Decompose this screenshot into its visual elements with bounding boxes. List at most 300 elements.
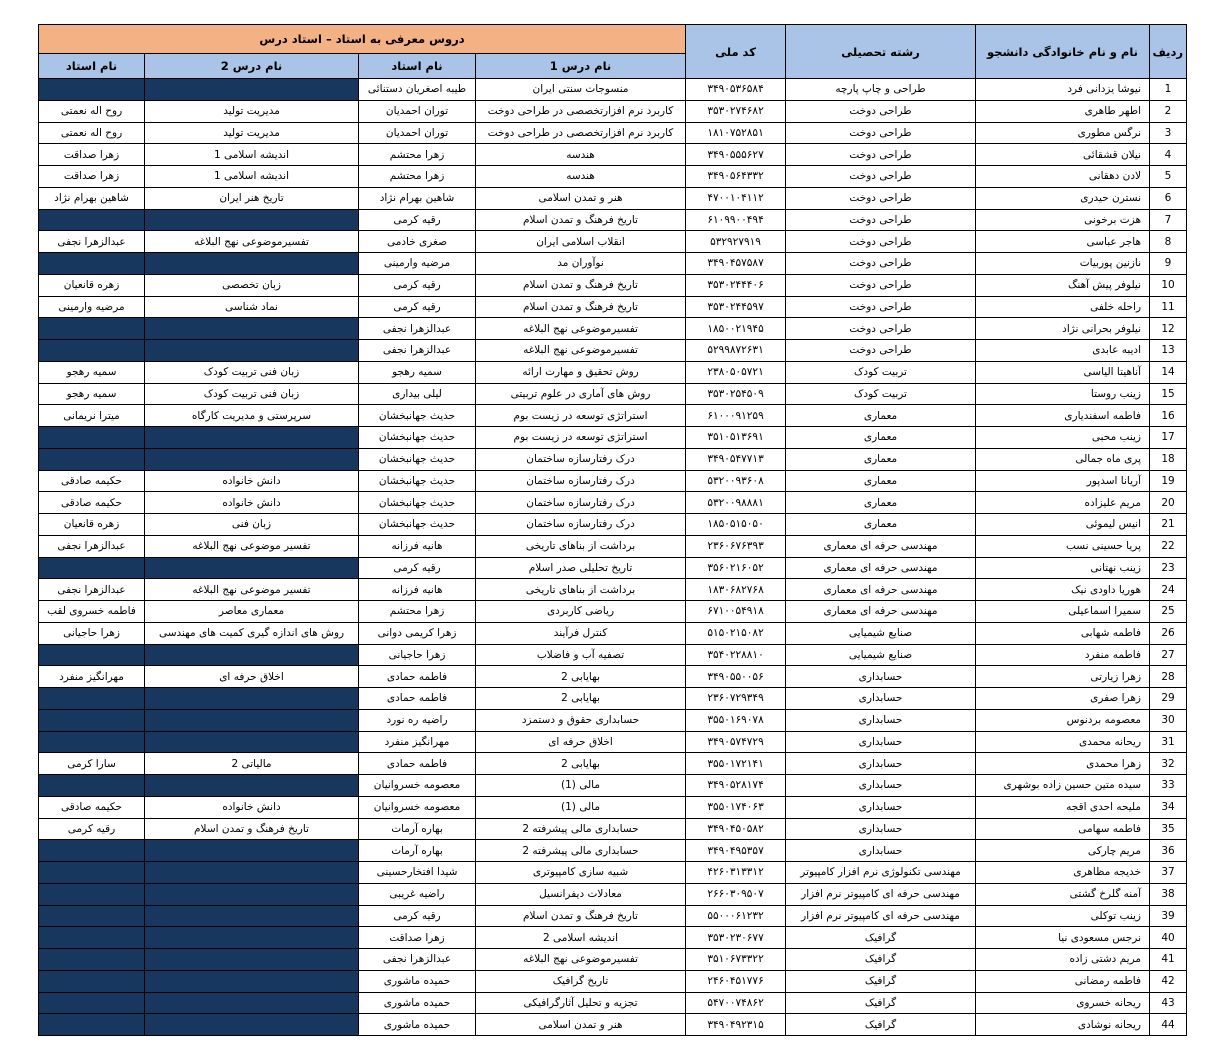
student-name-cell: فاطمه شهابی — [976, 622, 1150, 644]
teacher-1-cell: شاهین بهرام نژاد — [359, 187, 476, 209]
course-1-cell: تصفیه آب و فاضلاب — [476, 644, 686, 666]
student-name-cell: نیلوفر پیش آهنگ — [976, 274, 1150, 296]
national-id-cell: ۳۴۹۰۵۴۷۷۱۳ — [686, 448, 786, 470]
student-name-cell: ادیبه عابدی — [976, 340, 1150, 362]
student-name-cell: نیلان قشقائی — [976, 144, 1150, 166]
row-number-cell: 25 — [1150, 601, 1187, 623]
teacher-1-cell: رقیه کرمی — [359, 905, 476, 927]
teacher-2-cell — [39, 840, 145, 862]
teacher-2-cell — [39, 731, 145, 753]
national-id-cell: ۱۸۳۰۶۸۲۷۶۸ — [686, 579, 786, 601]
course-2-cell — [145, 688, 359, 710]
field-of-study-cell: طراحی و چاپ پارچه — [786, 79, 976, 101]
course-1-cell: معادلات دیفرانسیل — [476, 883, 686, 905]
field-of-study-cell: مهندسی حرفه ای کامپیوتر نرم افزار — [786, 905, 976, 927]
row-number-cell: 24 — [1150, 579, 1187, 601]
national-id-cell: ۶۱۰۹۹۰۰۴۹۴ — [686, 209, 786, 231]
national-id-cell: ۵۳۲۹۲۷۹۱۹ — [686, 231, 786, 253]
course-2-cell — [145, 318, 359, 340]
course-1-cell: تفسیرموضوعی نهج البلاغه — [476, 340, 686, 362]
teacher-1-cell: حمیده ماشوری — [359, 992, 476, 1014]
national-id-cell: ۱۸۵۰۰۲۱۹۴۵ — [686, 318, 786, 340]
row-number-cell: 17 — [1150, 427, 1187, 449]
row-number-cell: 19 — [1150, 470, 1187, 492]
course-2-cell — [145, 905, 359, 927]
teacher-2-cell — [39, 79, 145, 101]
student-name-cell: زینب روستا — [976, 383, 1150, 405]
course-1-cell: تفسیرموضوعی نهج البلاغه — [476, 318, 686, 340]
teacher-2-cell: عبدالزهرا نجفی — [39, 535, 145, 557]
course-1-cell: برداشت از بناهای تاریخی — [476, 579, 686, 601]
course-2-cell — [145, 731, 359, 753]
course-2-cell: زبان فنی تربیت کودک — [145, 361, 359, 383]
teacher-2-cell: فاطمه خسروی لقب — [39, 601, 145, 623]
course-2-cell: مدیریت تولید — [145, 122, 359, 144]
national-id-cell: ۵۳۲۰۰۹۳۶۰۸ — [686, 470, 786, 492]
teacher-2-cell: حکیمه صادقی — [39, 492, 145, 514]
teacher-2-cell — [39, 448, 145, 470]
table-row — [39, 775, 1187, 797]
national-id-cell: ۵۵۰۰۰۶۱۲۳۲ — [686, 905, 786, 927]
field-of-study-cell: حسابداری — [786, 840, 976, 862]
course-2-cell — [145, 340, 359, 362]
field-of-study-cell: طراحی دوخت — [786, 253, 976, 275]
field-of-study-cell: گرافیک — [786, 992, 976, 1014]
national-id-cell: ۳۴۹۰۴۹۲۳۱۵ — [686, 1014, 786, 1036]
course-1-cell: تاریخ فرهنگ و تمدن اسلام — [476, 209, 686, 231]
row-number-cell: 5 — [1150, 166, 1187, 188]
field-of-study-cell: صنایع شیمیایی — [786, 644, 976, 666]
field-of-study-cell: مهندسی حرفه ای کامپیوتر نرم افزار — [786, 883, 976, 905]
student-name-cell: زینب محبی — [976, 427, 1150, 449]
teacher-1-cell: توران احمدیان — [359, 122, 476, 144]
teacher-1-cell: مهرانگیز منفرد — [359, 731, 476, 753]
teacher-1-cell: مرضیه وارمینی — [359, 253, 476, 275]
course-2-cell: زبان فنی — [145, 514, 359, 536]
student-course-table — [38, 24, 1187, 1036]
national-id-cell: ۴۲۶۰۳۱۳۳۱۲ — [686, 862, 786, 884]
student-name-cell: لادن دهقانی — [976, 166, 1150, 188]
field-of-study-cell: حسابداری — [786, 731, 976, 753]
course-2-cell — [145, 970, 359, 992]
student-name-cell: مریم دشتی زاده — [976, 949, 1150, 971]
table-row — [39, 644, 1187, 666]
teacher-2-cell — [39, 709, 145, 731]
teacher-1-cell: توران احمدیان — [359, 100, 476, 122]
row-number-cell: 30 — [1150, 709, 1187, 731]
field-of-study-cell: حسابداری — [786, 775, 976, 797]
table-row — [39, 579, 1187, 601]
table-row — [39, 427, 1187, 449]
teacher-1-cell: حمیده ماشوری — [359, 1014, 476, 1036]
national-id-cell: ۵۲۹۹۸۷۲۶۳۱ — [686, 340, 786, 362]
course-1-cell: روش تحقیق و مهارت ارائه — [476, 361, 686, 383]
teacher-1-cell: راضیه غریبی — [359, 883, 476, 905]
row-number-cell: 2 — [1150, 100, 1187, 122]
course-1-cell: بهایابی 2 — [476, 666, 686, 688]
field-of-study-cell: طراحی دوخت — [786, 166, 976, 188]
row-number-cell: 10 — [1150, 274, 1187, 296]
teacher-1-cell: هانیه فرزانه — [359, 535, 476, 557]
student-name-cell: آریانا اسدپور — [976, 470, 1150, 492]
row-number-cell: 22 — [1150, 535, 1187, 557]
course-1-cell: نوآوران مد — [476, 253, 686, 275]
field-of-study-cell: معماری — [786, 405, 976, 427]
course-1-cell: ریاضی کاربردی — [476, 601, 686, 623]
course-1-cell: تاریخ فرهنگ و تمدن اسلام — [476, 296, 686, 318]
student-name-cell: مریم چارکی — [976, 840, 1150, 862]
course-2-cell: تفسیر موضوعی نهج البلاغه — [145, 579, 359, 601]
teacher-2-cell: رقیه کرمی — [39, 818, 145, 840]
national-id-cell: ۳۵۱۰۵۱۳۶۹۱ — [686, 427, 786, 449]
student-name-cell: مریم علیزاده — [976, 492, 1150, 514]
teacher-1-cell: حدیث جهانبخشان — [359, 405, 476, 427]
table-row — [39, 905, 1187, 927]
student-name-cell: سمیرا اسماعیلی — [976, 601, 1150, 623]
table-row — [39, 753, 1187, 775]
table-row — [39, 253, 1187, 275]
teacher-2-cell: عبدالزهرا نجفی — [39, 579, 145, 601]
student-name-cell: معصومه بردنوس — [976, 709, 1150, 731]
field-of-study-cell: حسابداری — [786, 709, 976, 731]
course-1-cell: تفسیرموضوعی نهج البلاغه — [476, 949, 686, 971]
course-2-cell: اندیشه اسلامی 1 — [145, 144, 359, 166]
course-1-cell: بهایابی 2 — [476, 753, 686, 775]
course-1-cell: هندسه — [476, 144, 686, 166]
teacher-1-cell: لیلی بیداری — [359, 383, 476, 405]
row-number-cell: 6 — [1150, 187, 1187, 209]
course-2-cell: اخلاق حرفه ای — [145, 666, 359, 688]
course-2-cell — [145, 1014, 359, 1036]
national-id-cell: ۳۵۳۰۲۳۰۶۷۷ — [686, 927, 786, 949]
row-number-cell: 44 — [1150, 1014, 1187, 1036]
teacher-1-cell: حدیث جهانبخشان — [359, 470, 476, 492]
course-2-cell — [145, 927, 359, 949]
table-row — [39, 1014, 1187, 1036]
student-name-cell: هاجر عباسی — [976, 231, 1150, 253]
teacher-2-cell — [39, 318, 145, 340]
table-row — [39, 100, 1187, 122]
course-2-cell: مدیریت تولید — [145, 100, 359, 122]
table-row — [39, 296, 1187, 318]
row-number-cell: 39 — [1150, 905, 1187, 927]
national-id-cell: ۳۴۹۰۵۷۴۷۲۹ — [686, 731, 786, 753]
course-2-cell: نماد شناسی — [145, 296, 359, 318]
course-1-cell: درک رفتارسازه ساختمان — [476, 492, 686, 514]
table-row — [39, 535, 1187, 557]
course-1-cell: تاریخ تحلیلی صدر اسلام — [476, 557, 686, 579]
student-name-cell: ملیحه احدی اقجه — [976, 796, 1150, 818]
teacher-1-cell: فاطمه حمادی — [359, 666, 476, 688]
field-of-study-cell: معماری — [786, 492, 976, 514]
course-2-cell — [145, 883, 359, 905]
teacher-1-cell: زهرا محتشم — [359, 166, 476, 188]
course-2-cell — [145, 427, 359, 449]
national-id-cell: ۶۷۱۰۰۵۴۹۱۸ — [686, 601, 786, 623]
teacher-1-cell: فاطمه حمادی — [359, 688, 476, 710]
course-2-cell: تاریخ فرهنگ و تمدن اسلام — [145, 818, 359, 840]
teacher-2-cell: سارا کرمی — [39, 753, 145, 775]
course-2-cell — [145, 557, 359, 579]
header-row-number: ردیف — [1150, 25, 1187, 79]
teacher-2-cell — [39, 775, 145, 797]
table-row — [39, 166, 1187, 188]
student-name-cell: آناهیتا الیاسی — [976, 361, 1150, 383]
table-row — [39, 688, 1187, 710]
student-name-cell: فاطمه اسفندیاری — [976, 405, 1150, 427]
student-name-cell: هوریا داودی نیک — [976, 579, 1150, 601]
teacher-1-cell: حمیده ماشوری — [359, 970, 476, 992]
teacher-1-cell: فاطمه حمادی — [359, 753, 476, 775]
teacher-1-cell: زهرا کریمی دوانی — [359, 622, 476, 644]
national-id-cell: ۳۴۹۰۵۲۸۱۷۴ — [686, 775, 786, 797]
teacher-1-cell: زهرا صداقت — [359, 927, 476, 949]
table-row — [39, 405, 1187, 427]
course-2-cell — [145, 949, 359, 971]
table-row — [39, 970, 1187, 992]
teacher-2-cell: مهرانگیز منفرد — [39, 666, 145, 688]
national-id-cell: ۳۴۹۰۴۵۰۵۸۲ — [686, 818, 786, 840]
teacher-2-cell: روح اله نعمتی — [39, 122, 145, 144]
student-name-cell: آمنه گلرخ گشتی — [976, 883, 1150, 905]
row-number-cell: 35 — [1150, 818, 1187, 840]
teacher-2-cell — [39, 949, 145, 971]
national-id-cell: ۳۵۵۰۱۷۲۱۴۱ — [686, 753, 786, 775]
teacher-2-cell: سمیه رهجو — [39, 361, 145, 383]
teacher-2-cell — [39, 557, 145, 579]
table-row — [39, 361, 1187, 383]
course-1-cell: درک رفتارسازه ساختمان — [476, 448, 686, 470]
row-number-cell: 23 — [1150, 557, 1187, 579]
table-row — [39, 927, 1187, 949]
course-2-cell: مالیاتی 2 — [145, 753, 359, 775]
national-id-cell: ۴۷۰۰۱۰۴۱۱۲ — [686, 187, 786, 209]
course-1-cell: استراتژی توسعه در زیست بوم — [476, 427, 686, 449]
teacher-1-cell: عبدالزهرا نجفی — [359, 318, 476, 340]
field-of-study-cell: معماری — [786, 427, 976, 449]
course-2-cell: دانش خانواده — [145, 470, 359, 492]
course-2-cell — [145, 840, 359, 862]
table-row — [39, 514, 1187, 536]
national-id-cell: ۲۶۶۰۳۰۹۵۰۷ — [686, 883, 786, 905]
course-1-cell: استراتژی توسعه در زیست بوم — [476, 405, 686, 427]
teacher-1-cell: بهاره آرمات — [359, 840, 476, 862]
student-name-cell: فاطمه منفرد — [976, 644, 1150, 666]
course-1-cell: برداشت از بناهای تاریخی — [476, 535, 686, 557]
student-name-cell: ریحانه خسروی — [976, 992, 1150, 1014]
row-number-cell: 11 — [1150, 296, 1187, 318]
row-number-cell: 26 — [1150, 622, 1187, 644]
course-2-cell — [145, 644, 359, 666]
field-of-study-cell: مهندسی حرفه ای معماری — [786, 557, 976, 579]
field-of-study-cell: مهندسی تکنولوژی نرم افزار کامپیوتر — [786, 862, 976, 884]
course-1-cell: کنترل فرآیند — [476, 622, 686, 644]
national-id-cell: ۲۳۶۰۶۷۶۳۹۳ — [686, 535, 786, 557]
student-name-cell: زهرا زیارتی — [976, 666, 1150, 688]
course-1-cell: تاریخ فرهنگ و تمدن اسلام — [476, 905, 686, 927]
student-name-cell: سیده متین حسین زاده بوشهری — [976, 775, 1150, 797]
teacher-2-cell: زهره قانعیان — [39, 274, 145, 296]
national-id-cell: ۳۴۹۰۴۵۷۵۸۷ — [686, 253, 786, 275]
row-number-cell: 13 — [1150, 340, 1187, 362]
student-name-cell: پریا حسینی نسب — [976, 535, 1150, 557]
field-of-study-cell: معماری — [786, 514, 976, 536]
course-1-cell: کاربرد نرم افزارتخصصی در طراحی دوخت — [476, 122, 686, 144]
row-number-cell: 15 — [1150, 383, 1187, 405]
row-number-cell: 20 — [1150, 492, 1187, 514]
header-course-1: نام درس 1 — [476, 54, 686, 79]
course-2-cell: زبان فنی تربیت کودک — [145, 383, 359, 405]
course-1-cell: تجزیه و تحلیل آثارگرافیکی — [476, 992, 686, 1014]
teacher-1-cell: سمیه رهجو — [359, 361, 476, 383]
table-row — [39, 666, 1187, 688]
teacher-1-cell: رقیه کرمی — [359, 296, 476, 318]
table-row — [39, 492, 1187, 514]
teacher-1-cell: راضیه ره نورد — [359, 709, 476, 731]
table-row — [39, 601, 1187, 623]
course-2-cell — [145, 862, 359, 884]
teacher-2-cell — [39, 644, 145, 666]
course-2-cell: سرپرستی و مدیریت کارگاه — [145, 405, 359, 427]
table-row — [39, 731, 1187, 753]
field-of-study-cell: حسابداری — [786, 796, 976, 818]
student-course-table-container — [38, 24, 1186, 1036]
national-id-cell: ۳۵۳۰۲۴۴۵۹۷ — [686, 296, 786, 318]
row-number-cell: 28 — [1150, 666, 1187, 688]
teacher-2-cell: سمیه رهجو — [39, 383, 145, 405]
field-of-study-cell: طراحی دوخت — [786, 296, 976, 318]
student-name-cell: اطهر طاهری — [976, 100, 1150, 122]
national-id-cell: ۳۵۳۰۲۴۴۴۰۶ — [686, 274, 786, 296]
national-id-cell: ۲۴۶۰۴۵۱۷۷۶ — [686, 970, 786, 992]
course-2-cell: دانش خانواده — [145, 796, 359, 818]
course-2-cell: دانش خانواده — [145, 492, 359, 514]
student-name-cell: فاطمه سهامی — [976, 818, 1150, 840]
field-of-study-cell: صنایع شیمیایی — [786, 622, 976, 644]
national-id-cell: ۵۱۵۰۲۱۵۰۸۲ — [686, 622, 786, 644]
course-1-cell: مالی (1) — [476, 775, 686, 797]
national-id-cell: ۵۳۲۰۰۹۸۸۸۱ — [686, 492, 786, 514]
teacher-2-cell — [39, 905, 145, 927]
row-number-cell: 36 — [1150, 840, 1187, 862]
row-number-cell: 37 — [1150, 862, 1187, 884]
row-number-cell: 21 — [1150, 514, 1187, 536]
row-number-cell: 12 — [1150, 318, 1187, 340]
field-of-study-cell: مهندسی حرفه ای معماری — [786, 601, 976, 623]
course-1-cell: کاربرد نرم افزارتخصصی در طراحی دوخت — [476, 100, 686, 122]
teacher-2-cell: حکیمه صادقی — [39, 470, 145, 492]
header-course-group: دروس معرفی به استاد – استاد درس — [39, 25, 686, 54]
national-id-cell: ۳۵۵۰۱۷۴۰۶۳ — [686, 796, 786, 818]
header-national-id: کد ملی — [686, 25, 786, 79]
table-row — [39, 318, 1187, 340]
teacher-2-cell: زهرا صداقت — [39, 144, 145, 166]
table-row — [39, 274, 1187, 296]
teacher-1-cell: حدیث جهانبخشان — [359, 427, 476, 449]
teacher-1-cell: زهرا محتشم — [359, 601, 476, 623]
course-1-cell: تاریخ فرهنگ و تمدن اسلام — [476, 274, 686, 296]
course-2-cell: تفسیر موضوعی نهج البلاغه — [145, 535, 359, 557]
table-row — [39, 448, 1187, 470]
teacher-1-cell: معصومه خسروانیان — [359, 796, 476, 818]
teacher-2-cell — [39, 1014, 145, 1036]
student-name-cell: راحله خلفی — [976, 296, 1150, 318]
course-2-cell: تفسیرموضوعی نهج البلاغه — [145, 231, 359, 253]
student-name-cell: فاطمه رمضانی — [976, 970, 1150, 992]
course-2-cell — [145, 992, 359, 1014]
row-number-cell: 29 — [1150, 688, 1187, 710]
table-row — [39, 949, 1187, 971]
field-of-study-cell: طراحی دوخت — [786, 144, 976, 166]
teacher-1-cell: حدیث جهانبخشان — [359, 492, 476, 514]
row-number-cell: 41 — [1150, 949, 1187, 971]
teacher-1-cell: رقیه کرمی — [359, 274, 476, 296]
teacher-1-cell: زهرا حاجیانی — [359, 644, 476, 666]
course-2-cell — [145, 775, 359, 797]
course-2-cell — [145, 253, 359, 275]
teacher-2-cell: مرضیه وارمینی — [39, 296, 145, 318]
row-number-cell: 9 — [1150, 253, 1187, 275]
teacher-2-cell — [39, 862, 145, 884]
table-row — [39, 622, 1187, 644]
national-id-cell: ۳۵۵۰۱۶۹۰۷۸ — [686, 709, 786, 731]
national-id-cell: ۳۵۱۰۶۷۳۳۲۲ — [686, 949, 786, 971]
teacher-2-cell: روح اله نعمتی — [39, 100, 145, 122]
table-row — [39, 122, 1187, 144]
course-2-cell — [145, 79, 359, 101]
header-course-2: نام درس 2 — [145, 54, 359, 79]
table-body — [39, 79, 1187, 1036]
row-number-cell: 42 — [1150, 970, 1187, 992]
table-row — [39, 340, 1187, 362]
field-of-study-cell: گرافیک — [786, 949, 976, 971]
student-name-cell: نرگس مطوری — [976, 122, 1150, 144]
field-of-study-cell: طراحی دوخت — [786, 187, 976, 209]
row-number-cell: 27 — [1150, 644, 1187, 666]
student-name-cell: خدیجه مظاهری — [976, 862, 1150, 884]
teacher-1-cell: بهاره آرمات — [359, 818, 476, 840]
teacher-2-cell: حکیمه صادقی — [39, 796, 145, 818]
field-of-study-cell: تربیت کودک — [786, 383, 976, 405]
national-id-cell: ۲۳۶۰۷۲۹۳۴۹ — [686, 688, 786, 710]
student-name-cell: ریحانه نوشادی — [976, 1014, 1150, 1036]
student-name-cell: زینب توکلی — [976, 905, 1150, 927]
student-name-cell: نیلوفر بحرانی نژاد — [976, 318, 1150, 340]
teacher-1-cell: حدیث جهانبخشان — [359, 514, 476, 536]
row-number-cell: 16 — [1150, 405, 1187, 427]
teacher-2-cell — [39, 340, 145, 362]
field-of-study-cell: معماری — [786, 448, 976, 470]
national-id-cell: ۱۸۵۰۵۱۵۰۵۰ — [686, 514, 786, 536]
course-1-cell: درک رفتارسازه ساختمان — [476, 514, 686, 536]
teacher-1-cell: معصومه خسروانیان — [359, 775, 476, 797]
national-id-cell: ۳۵۳۰۲۵۴۵۰۹ — [686, 383, 786, 405]
course-2-cell: زبان تخصصی — [145, 274, 359, 296]
teacher-2-cell — [39, 427, 145, 449]
row-number-cell: 40 — [1150, 927, 1187, 949]
course-1-cell: حسابداری مالی پیشرفته 2 — [476, 840, 686, 862]
table-row — [39, 187, 1187, 209]
teacher-2-cell — [39, 927, 145, 949]
field-of-study-cell: طراحی دوخت — [786, 122, 976, 144]
teacher-1-cell: صغری خادمی — [359, 231, 476, 253]
row-number-cell: 31 — [1150, 731, 1187, 753]
student-name-cell: نیوشا یزدانی فرد — [976, 79, 1150, 101]
header-teacher-1: نام استاد — [359, 54, 476, 79]
row-number-cell: 14 — [1150, 361, 1187, 383]
course-2-cell: روش های اندازه گیری کمیت های مهندسی — [145, 622, 359, 644]
table-row — [39, 709, 1187, 731]
